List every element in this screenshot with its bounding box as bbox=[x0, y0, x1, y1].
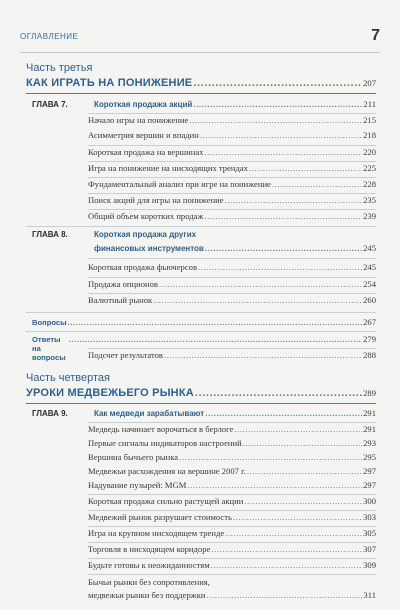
page-ref: 291 bbox=[363, 408, 376, 418]
page-ref: 297 bbox=[363, 466, 376, 476]
page-ref: 289 bbox=[363, 388, 376, 398]
leader-dots bbox=[243, 438, 362, 448]
toc-item[interactable] bbox=[88, 512, 376, 524]
leader-dots bbox=[198, 262, 362, 272]
leader-dots bbox=[200, 130, 362, 140]
leader-dots bbox=[233, 512, 362, 522]
item-title: Игра на понижение на нисходящих трендах bbox=[88, 163, 248, 173]
leader-dots bbox=[225, 528, 362, 538]
leader-dots bbox=[193, 100, 362, 109]
item-title: Продажа опционов bbox=[88, 279, 158, 289]
page-ref: 297 bbox=[363, 480, 376, 490]
item-title: Короткая продажа на вершинах bbox=[88, 147, 204, 157]
leader-dots bbox=[193, 77, 362, 89]
leader-dots bbox=[211, 544, 362, 554]
questions-row[interactable] bbox=[32, 317, 376, 329]
separator bbox=[88, 293, 376, 294]
separator bbox=[88, 193, 376, 194]
page-ref: 228 bbox=[363, 179, 376, 189]
page-number: 7 bbox=[371, 27, 380, 44]
part-title-row[interactable] bbox=[26, 387, 376, 401]
separator bbox=[88, 209, 376, 210]
toc-item[interactable] bbox=[88, 295, 376, 307]
page-ref: 295 bbox=[363, 452, 376, 462]
toc-item[interactable] bbox=[88, 560, 376, 572]
page-ref: 215 bbox=[363, 115, 376, 125]
chapter-title: Короткая продажа других bbox=[94, 230, 197, 239]
part-rule bbox=[26, 403, 376, 404]
item-title: Начало игры на понижение bbox=[88, 115, 189, 125]
item-title: Подсчет результатов bbox=[88, 350, 163, 360]
page-ref: 300 bbox=[363, 496, 376, 506]
toc-item[interactable] bbox=[88, 115, 376, 127]
part-title: УРОКИ МЕДВЕЖЬЕГО РЫНКА bbox=[26, 387, 194, 399]
item-title: Короткая продажа фьючерсов bbox=[88, 262, 198, 272]
leader-dots bbox=[206, 590, 362, 600]
leader-dots bbox=[234, 424, 362, 434]
leader-dots bbox=[159, 279, 362, 289]
page-ref: 291 bbox=[363, 424, 376, 434]
part-title: КАК ИГРАТЬ НА ПОНИЖЕНИЕ bbox=[26, 77, 193, 89]
part-rule bbox=[26, 93, 376, 94]
separator bbox=[88, 277, 376, 278]
separator bbox=[26, 226, 376, 227]
toc-item[interactable] bbox=[88, 130, 376, 142]
separator bbox=[88, 161, 376, 162]
leader-dots bbox=[205, 409, 362, 418]
toc-item[interactable] bbox=[88, 163, 376, 175]
page-ref: 235 bbox=[363, 195, 376, 205]
toc-item[interactable] bbox=[88, 590, 376, 602]
separator bbox=[88, 510, 376, 511]
item-title: Игра на крупном нисходящем тренде bbox=[88, 528, 225, 538]
separator bbox=[26, 312, 376, 313]
page-ref: 311 bbox=[363, 590, 376, 600]
item-title: Валютный рынок bbox=[88, 295, 153, 305]
separator bbox=[88, 113, 376, 114]
item-title: Фундаментальный анализ при игре на понижение bbox=[88, 179, 271, 189]
item-title: Торговля в нисходящем коридоре bbox=[88, 544, 211, 554]
separator bbox=[88, 526, 376, 527]
item-title: Медвежьи расхождения на вершине 2007 г. bbox=[88, 466, 246, 476]
item-title: Надувание пузырей: MGM bbox=[88, 480, 187, 490]
item-title: Вопросы bbox=[32, 318, 67, 327]
separator bbox=[88, 574, 376, 575]
running-title: ОГЛАВЛЕНИЕ bbox=[20, 32, 79, 41]
item-title: Общий объем коротких продаж bbox=[88, 211, 204, 221]
leader-dots bbox=[249, 163, 362, 173]
toc-item[interactable] bbox=[88, 496, 376, 508]
page-ref: 307 bbox=[363, 544, 376, 554]
chapter-label: ГЛАВА 9. bbox=[32, 409, 68, 418]
chapter-label: ГЛАВА 7. bbox=[32, 100, 68, 109]
leader-dots bbox=[247, 466, 362, 476]
toc-item[interactable] bbox=[88, 480, 376, 492]
chapter-title-line2: финансовых инструментов bbox=[94, 244, 204, 253]
page-ref: 218 bbox=[363, 130, 376, 140]
part-title-row[interactable] bbox=[26, 77, 376, 91]
leader-dots bbox=[187, 480, 362, 490]
chapter-title: Как медведи зарабатывают bbox=[94, 409, 205, 418]
page-ref: 293 bbox=[363, 438, 376, 448]
leader-dots bbox=[244, 496, 362, 506]
page-ref: 245 bbox=[363, 262, 376, 272]
item-title: медвежьи рынки без поддержки bbox=[88, 590, 206, 600]
toc-item[interactable] bbox=[88, 279, 376, 291]
toc-item[interactable] bbox=[88, 466, 376, 478]
toc-item[interactable] bbox=[88, 424, 376, 436]
leader-dots bbox=[189, 115, 362, 125]
leader-dots bbox=[204, 211, 362, 221]
leader-dots bbox=[205, 244, 362, 253]
separator bbox=[88, 542, 376, 543]
chapter-row-cont[interactable] bbox=[26, 243, 376, 256]
leader-dots bbox=[69, 335, 362, 344]
page-ref: 305 bbox=[363, 528, 376, 538]
leader-dots bbox=[153, 295, 362, 305]
page-ref: 254 bbox=[363, 279, 376, 289]
page-ref: 220 bbox=[363, 147, 376, 157]
separator bbox=[88, 258, 376, 259]
page-ref: 267 bbox=[363, 317, 376, 327]
leader-dots bbox=[179, 452, 362, 462]
toc-item[interactable] bbox=[88, 262, 376, 274]
toc-item[interactable] bbox=[88, 528, 376, 540]
separator bbox=[88, 494, 376, 495]
toc-item[interactable] bbox=[88, 438, 376, 450]
page-ref: 260 bbox=[363, 295, 376, 305]
chapter-row[interactable] bbox=[26, 408, 376, 421]
leader-dots bbox=[68, 318, 363, 327]
toc-item[interactable] bbox=[88, 211, 376, 223]
toc-item[interactable] bbox=[88, 195, 376, 207]
item-title: Асимметрия вершин и впадин bbox=[88, 130, 199, 140]
toc-item[interactable] bbox=[88, 452, 376, 464]
page-ref: 288 bbox=[363, 350, 376, 360]
page-ref: 207 bbox=[363, 78, 376, 88]
leader-dots bbox=[272, 179, 362, 189]
page-ref: 245 bbox=[363, 243, 376, 253]
separator bbox=[88, 348, 376, 349]
page-ref: 303 bbox=[363, 512, 376, 522]
page-ref: 309 bbox=[363, 560, 376, 570]
separator bbox=[88, 558, 376, 559]
separator bbox=[88, 145, 376, 146]
page-ref: 279 bbox=[363, 334, 376, 344]
item-title: Будьте готовы к неожиданностям bbox=[88, 560, 210, 570]
item-title: Вершина бычьего рынка bbox=[88, 452, 179, 462]
separator bbox=[88, 177, 376, 178]
page-ref: 239 bbox=[363, 211, 376, 221]
leader-dots bbox=[164, 350, 362, 360]
chapter-title: Короткая продажа акций bbox=[94, 100, 193, 109]
item-title: Медведь начинает ворочаться в берлоге bbox=[88, 424, 234, 434]
separator bbox=[26, 331, 376, 332]
item-title: Короткая продажа сильно растущей акции bbox=[88, 496, 244, 506]
toc-item[interactable] bbox=[88, 179, 376, 191]
part-label: Часть четвертая bbox=[26, 372, 110, 384]
toc-item[interactable] bbox=[88, 350, 376, 362]
item-title-line1: Бычьи рынки без сопротивления, bbox=[88, 577, 210, 587]
leader-dots bbox=[225, 195, 363, 205]
item-title: Медвежий рынок разрушает стоимость bbox=[88, 512, 232, 522]
page-ref: 225 bbox=[363, 163, 376, 173]
toc-item[interactable] bbox=[88, 544, 376, 556]
item-title: Ответы на вопросы bbox=[32, 335, 66, 362]
leader-dots bbox=[204, 147, 362, 157]
toc-item[interactable] bbox=[88, 147, 376, 159]
leader-dots bbox=[195, 387, 362, 399]
chapter-row[interactable] bbox=[26, 99, 376, 112]
page-header bbox=[20, 27, 380, 53]
part-label: Часть третья bbox=[26, 62, 93, 74]
separator bbox=[88, 422, 376, 423]
chapter-row[interactable] bbox=[26, 230, 376, 243]
item-title: Поиск акций для игры на понижение bbox=[88, 195, 224, 205]
item-title: Первые сигналы индикаторов настроений bbox=[88, 438, 242, 448]
page-ref: 211 bbox=[363, 99, 376, 109]
leader-dots bbox=[211, 560, 362, 570]
chapter-label: ГЛАВА 8. bbox=[32, 230, 68, 239]
